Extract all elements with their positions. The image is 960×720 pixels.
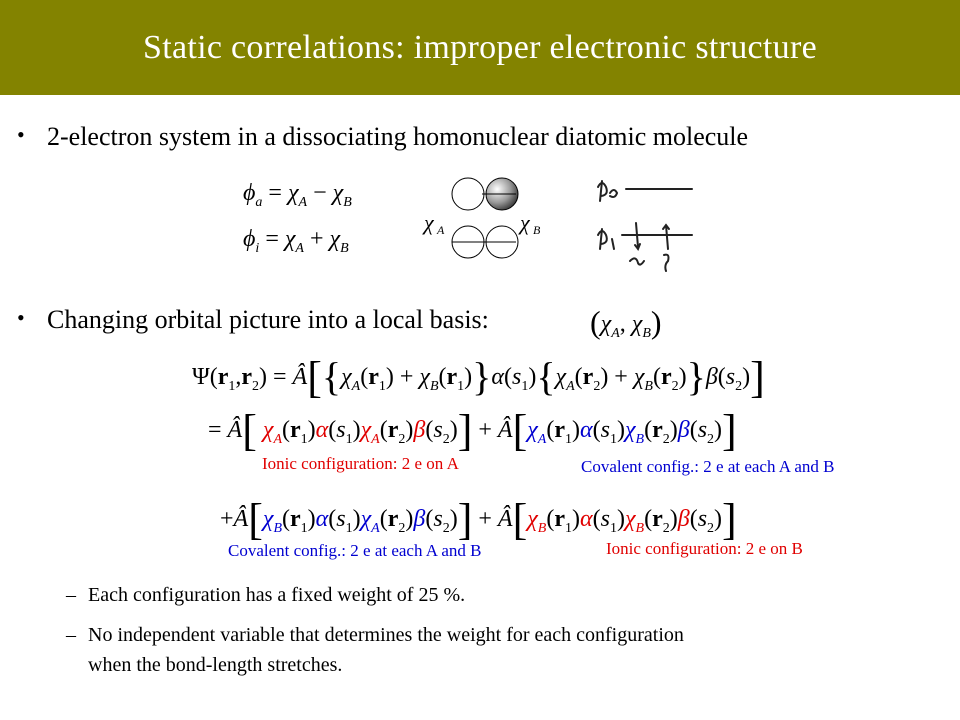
wavefunction-line-2: = Â[ $\chi_A(r_1)\alpha(s_1)\chi_A(r_2)\beta(s_2)$] + $Â[\chi_A(r_1)\alpha(s_1)\chi_B(r_2)\beta(s_2)]$ xyxy=(208,406,737,455)
local-basis-pair: ($\chi_A$, $\chi_B$) xyxy=(590,304,662,341)
svg-text:A: A xyxy=(437,223,445,237)
dash-marker: – xyxy=(66,584,76,606)
svg-text:B: B xyxy=(533,223,541,237)
dash-marker: – xyxy=(66,624,76,646)
wavefunction-line-1: $\Psi(r_1,r_2)$ = $Â[\{\chi_A(r_1) + \chi_B(r_1)\}\alpha(s_1)\{\chi_A(r_2) + \chi_B(r_2)\}\beta(s_2)]$ xyxy=(192,353,765,402)
caption-covalent-1: Covalent config.: 2 e at each A and B xyxy=(581,457,835,476)
caption-ionic-b: Ionic configuration: 2 e on B xyxy=(606,539,803,558)
caption-ionic-a: Ionic configuration: 2 e on A xyxy=(262,454,459,473)
dash-item-2 xyxy=(66,620,684,680)
antibonding-orbital-a xyxy=(452,178,484,210)
bullet-item-1 xyxy=(17,122,749,152)
dash-2-text-line-2: when the bond-length stretches. xyxy=(88,654,343,676)
bullet-2-text: Changing orbital picture into a local basis: xyxy=(47,305,489,334)
dash-item-1 xyxy=(66,580,466,610)
caption-covalent-2: Covalent config.: 2 e at each A and B xyxy=(228,541,482,560)
orbital-diagram xyxy=(420,172,560,267)
bullet-item-2 xyxy=(17,305,489,335)
bullet-dot-icon: • xyxy=(17,305,25,330)
svg-text:χ: χ xyxy=(424,210,434,235)
equation-phi-a: $\phi_a = \chi_A - \chi_B$ xyxy=(243,180,352,210)
slide-title: Static correlations: improper electronic structure xyxy=(143,29,817,66)
dash-1-text: Each configuration has a fixed weight of 25 %. xyxy=(88,584,466,606)
svg-text:χ: χ xyxy=(520,210,530,235)
bullet-1-text: 2-electron system in a dissociating homonuclear diatomic molecule xyxy=(47,122,749,151)
dash-2-text-line-1: No independent variable that determines the weight for each configuration xyxy=(88,624,684,646)
wavefunction-line-3: $+Â[\chi_B(r_1)\alpha(s_1)\chi_A(r_2)\beta(s_2)]$ + $Â[\chi_B(r_1)\alpha(s_1)\chi_B(r_2)\beta(s_2)]$ xyxy=(220,495,737,544)
equation-phi-i: $\phi_i = \chi_A + \chi_B$ xyxy=(243,226,349,256)
handwritten-orbital-sketch xyxy=(590,175,700,275)
bullet-dot-icon: • xyxy=(17,122,25,147)
